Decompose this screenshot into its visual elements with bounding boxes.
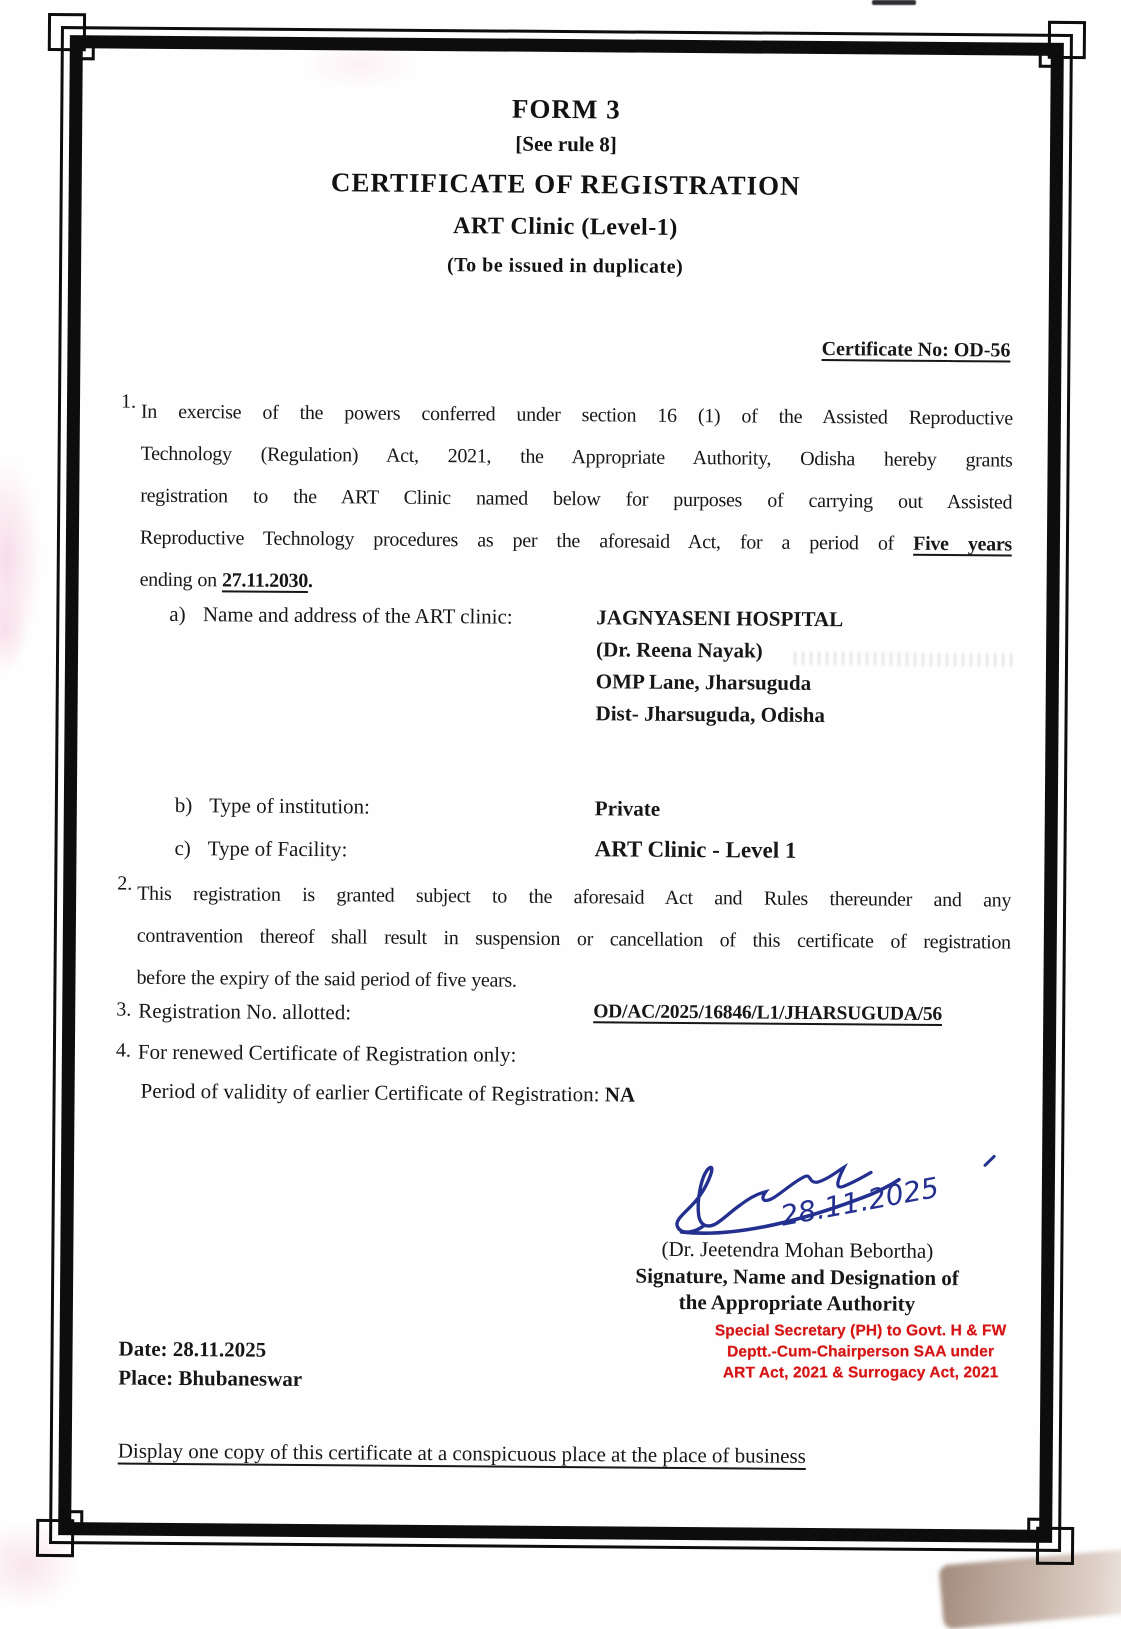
clause-3-number: 3. xyxy=(116,998,132,1021)
authority-stamp xyxy=(646,1320,1076,1383)
clause-1-line: In exercise of the powers conferred under section 16 (1) of the Assisted Reproductive xyxy=(140,400,1014,430)
signatory-name: (Dr. Jeetendra Mohan Bebortha) xyxy=(661,1236,934,1263)
sub-item-b-letter: b) xyxy=(174,792,193,818)
signature-handwritten-date: 28.11.2025 xyxy=(777,1170,942,1233)
clause-2-number: 2. xyxy=(117,872,133,895)
clause-1-period-highlight: Five years xyxy=(913,532,1013,556)
validity-value: NA xyxy=(604,1082,636,1107)
place-line xyxy=(118,1364,302,1394)
scan-edge-mark xyxy=(872,0,916,5)
clause-1-number: 1. xyxy=(120,390,137,413)
date-label: Date: xyxy=(118,1336,168,1361)
clinic-street-line: OMP Lane, Jharsuguda xyxy=(595,669,812,695)
sub-item-a-label: Name and address of the ART clinic: xyxy=(202,602,513,629)
clause-1-line: Technology (Regulation) Act, 2021, the Appropriate Authority, Odisha hereby grants xyxy=(140,442,1013,472)
certificate-title: CERTIFICATE OF REGISTRATION xyxy=(330,167,801,201)
sub-item-c xyxy=(174,836,347,862)
renewed-certificate-label: For renewed Certificate of Registration only: xyxy=(137,1039,517,1067)
certificate-frame xyxy=(49,26,1073,1552)
clause-1-end-date: 27.11.2030 xyxy=(221,569,309,593)
place-value: Bhubaneswar xyxy=(178,1366,303,1391)
certificate-content xyxy=(49,26,1073,1552)
sub-item-b-label: Type of institution: xyxy=(209,793,371,819)
clause-2-line: before the expiry of the said period of five years. xyxy=(136,966,517,992)
sub-item-c-letter: c) xyxy=(174,835,191,861)
clinic-doctor-line: (Dr. Reena Nayak) xyxy=(596,637,763,663)
scan-smudge-pink xyxy=(0,585,28,675)
clinic-district-line: Dist- Jharsuguda, Odisha xyxy=(595,701,826,728)
clause-2-paragraph xyxy=(136,873,1011,1006)
certificate-number xyxy=(822,338,1011,362)
designation-line: Signature, Name and Designation of xyxy=(635,1263,959,1291)
sub-item-b xyxy=(175,793,370,820)
signature-stroke xyxy=(985,1156,994,1165)
certificate-number-label: Certificate No: xyxy=(821,338,949,362)
institution-type-value: Private xyxy=(594,796,661,821)
clinic-address-block xyxy=(595,601,843,731)
certificate-number-value: OD-56 xyxy=(953,339,1011,362)
validity-line xyxy=(141,1079,636,1108)
display-notice: Display one copy of this certificate at a conspicuous place at the place of business xyxy=(117,1438,806,1468)
clause-1-line: registration to the ART Clinic named below for purposes of carrying out Assisted xyxy=(140,484,1013,514)
clause-1-line xyxy=(140,517,1012,566)
clause-1-line4-text: Reproductive Technology procedures as per the aforesaid Act, for a period of xyxy=(139,526,895,555)
stamp-line: Deptt.-Cum-Chairperson SAA under xyxy=(727,1343,995,1361)
clinic-name-line: JAGNYASENI HOSPITAL xyxy=(596,605,844,632)
facility-type-value: ART Clinic - Level 1 xyxy=(594,836,797,863)
scan-smudge-pink xyxy=(0,455,42,665)
clause-1-ending-text: ending on xyxy=(139,568,217,592)
signature-stroke xyxy=(677,1167,740,1232)
rule-reference: [See rule 8] xyxy=(515,131,617,157)
duplicate-note: (To be issued in duplicate) xyxy=(446,254,684,278)
date-value: 28.11.2025 xyxy=(172,1336,267,1362)
sub-item-a xyxy=(169,602,513,630)
sub-item-c-label: Type of Facility: xyxy=(207,836,348,862)
clause-1-end-period: . xyxy=(307,570,313,593)
validity-label: Period of validity of earlier Certificate of Registration: xyxy=(140,1078,600,1107)
clause-1-line xyxy=(139,559,1011,608)
clause-1-paragraph xyxy=(139,391,1013,608)
stamp-line: ART Act, 2021 & Surrogacy Act, 2021 xyxy=(722,1364,999,1382)
registration-no-value: OD/AC/2025/16846/L1/JHARSUGUDA/56 xyxy=(593,1001,943,1025)
sub-item-a-letter: a) xyxy=(169,601,186,627)
signature-text-block xyxy=(571,1235,1024,1318)
date-place-block xyxy=(118,1335,302,1394)
form-title: FORM 3 xyxy=(511,93,621,125)
designation-line: the Appropriate Authority xyxy=(678,1289,916,1316)
signature-image xyxy=(586,1148,1019,1245)
registration-no-label: Registration No. allotted: xyxy=(138,998,352,1025)
date-line xyxy=(118,1335,302,1365)
clause-2-line: This registration is granted subject to the aforesaid Act and Rules thereunder and any xyxy=(137,882,1012,912)
place-label: Place: xyxy=(118,1365,174,1390)
clause-4-number: 4. xyxy=(115,1039,132,1062)
clinic-type-title: ART Clinic (Level-1) xyxy=(452,213,678,241)
stamp-line: Special Secretary (PH) to Govt. H & FW xyxy=(714,1322,1007,1340)
clause-2-line: contravention thereof shall result in suspension or cancellation of this certificate of registration xyxy=(136,924,1011,954)
